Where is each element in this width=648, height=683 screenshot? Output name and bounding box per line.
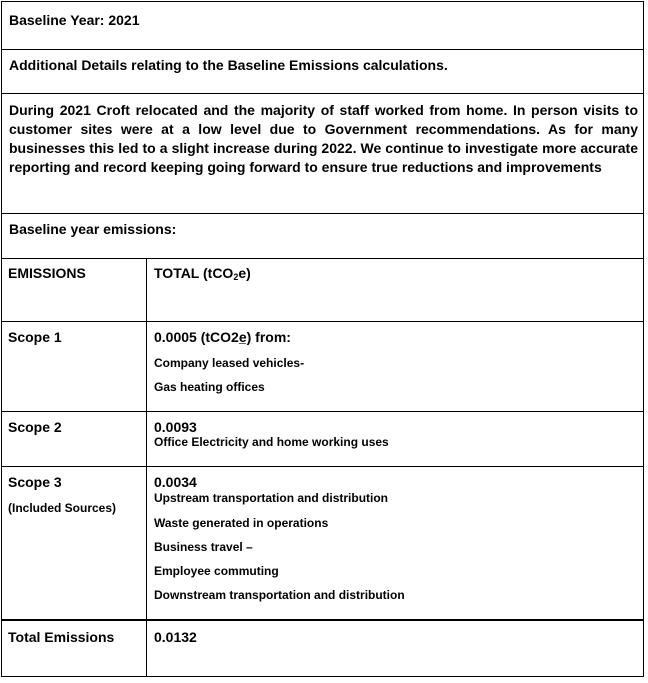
row-divider — [1, 321, 644, 322]
scope2-value: 0.0093 — [154, 419, 197, 435]
scope3-item: Upstream transportation and distribution — [154, 491, 389, 505]
scope1-value: 0.0005 (tCO2e) from: — [154, 329, 291, 345]
scope3-item: Waste generated in operations — [154, 516, 329, 530]
scope2-item: Office Electricity and home working uses — [154, 435, 389, 449]
scope1-label: Scope 1 — [8, 329, 62, 345]
scope1-item: Company leased vehicles- — [154, 356, 305, 370]
total-label: Total Emissions — [8, 629, 115, 645]
scope1-item: Gas heating offices — [154, 380, 265, 394]
scope3-label: Scope 3 — [8, 474, 62, 490]
baseline-emissions-label: Baseline year emissions: — [9, 221, 177, 237]
header-total: TOTAL (tCO$_2$e) — [154, 265, 251, 282]
description-paragraph: During 2021 Croft relocated and the majority of staff worked from home. In person visits to customer sites were at a low level due to Government recommendations. As for many businesses this led to a slight increase during 2022. We continue to investigate more accurate reporting and record keeping going forward to ensure true reductions and improvements — [9, 102, 638, 175]
row-divider-thick — [1, 619, 644, 621]
additional-details-text: Additional Details relating to the Baseline Emissions calculations. — [9, 57, 448, 73]
scope3-item: Employee commuting — [154, 564, 279, 578]
total-value: 0.0132 — [154, 629, 197, 645]
header-emissions: EMISSIONS — [8, 265, 86, 281]
baseline-year-text: Baseline Year: 2021 — [9, 12, 140, 28]
row-divider — [1, 466, 644, 467]
table-bottom-border — [1, 676, 644, 677]
row-divider — [1, 411, 644, 412]
scope2-label: Scope 2 — [8, 419, 62, 435]
scope3-item: Business travel – — [154, 540, 253, 554]
scope3-item: Downstream transportation and distribution — [154, 588, 405, 602]
table-top-border — [1, 258, 644, 259]
scope3-sublabel: (Included Sources) — [8, 501, 117, 515]
scope3-value: 0.0034 — [154, 474, 197, 490]
